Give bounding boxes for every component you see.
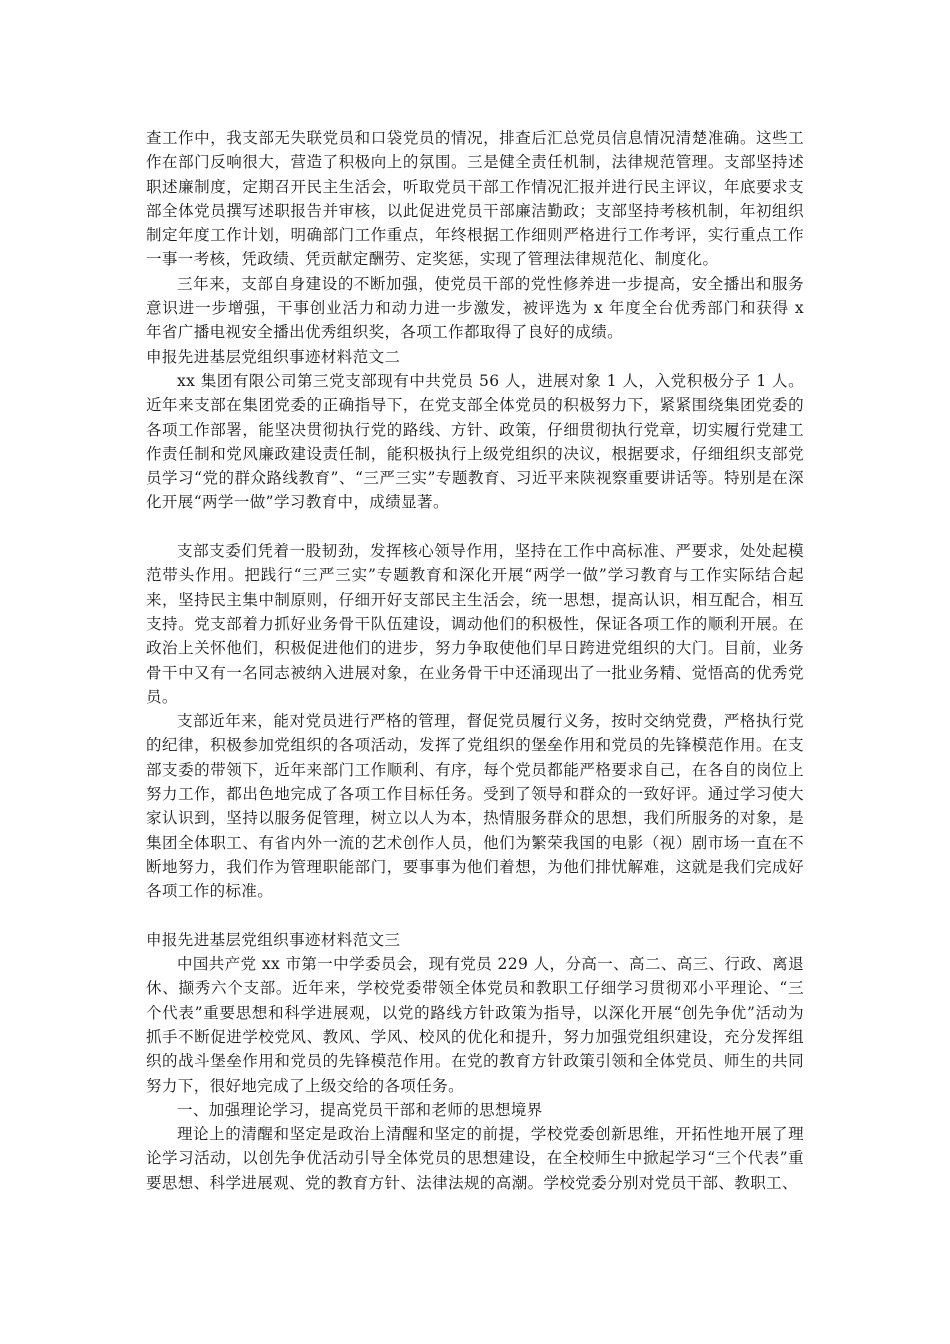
section-heading-three: 申报先进基层党组织事迹材料范文三 (146, 930, 401, 949)
paragraph-three-years: 三年来，支部自身建设的不断加强，使党员干部的党性修养进一步提高，安全播出和服务意识进一步增强，干事创业活力和动力进一步激发，被评选为 x 年度全台优秀部门和获得 x 年省广播电视安全播出优秀组织奖，各项工作都取得了良好的成绩。 (146, 274, 804, 342)
paragraph-continuation: 查工作中，我支部无失联党员和口袋党员的情况，排查后汇总党员信息情况清楚准确。这些工作在部门反响很大，营造了积极向上的氛围。三是健全责任机制，法律规范管理。支部坚持述职述廉制度，定期召开民主生活会，听取党员干部工作情况汇报并进行民主评议，年底要求支部全体党员撰写述职报告并审核，以此促进党员干部廉洁勤政；支部坚持考核机制，年初组织制定年度工作计划，明确部门工作重点，年终根据工作细则严格进行工作考评，实行重点工作一事一考核，凭政绩、凭贡献定酬劳、定奖惩，实现了管理法律规范化、制度化。 (146, 129, 804, 269)
subheading-theory-study: 一、加强理论学习，提高党员干部和老师的思想境界 (177, 1100, 543, 1119)
paragraph-branch-committee: 支部支委们凭着一股韧劲，发挥核心领导作用，坚持在工作中高标准、严要求，处处起模范带头作用。把践行“三严三实”专题教育和深化开展“两学一做”学习教育与工作实际结合起来，坚持民主集中制原则，仔细开好支部民主生活会，统一思想，提高认识，相互配合，相互支持。党支部着力抓好业务骨干队伍建设，调动他们的积极性，保证各项工作的顺利开展。在政治上关怀他们，积极促进他们的进步，努力争取使他们早日跨进党组织的大门。目前，业务骨干中又有一名同志被纳入进展对象，在业务骨干中还涌现出了一批业务精、觉悟高的优秀党员。 (146, 542, 804, 706)
blank-line (146, 515, 804, 539)
paragraph-group-intro: xx 集团有限公司第三党支部现有中共党员 56 人，进展对象 1 人，入党积极分子 1 人。近年来支部在集团党委的正确指导下，在党支部全体党员的积极努力下，紧紧围绕集团党委的各项工作部署，能坚决贯彻执行党的路线、方针、政策，仔细贯彻执行党章，切实履行党建工作责任制和党风廉政建设责任制，能积极执行上级党组织的决议，根据要求，仔细组织支部党员学习“党的群众路线教育”、“三严三实”专题教育、习近平来陕视察重要讲话等。特别是在深化开展“两学一做”学习教育中，成绩显著。 (146, 371, 804, 512)
paragraph-branch-management: 支部近年来，能对党员进行严格的管理，督促党员履行义务，按时交纳党费，严格执行党的纪律，积极参加党组织的各项活动，发挥了党组织的堡垒作用和党员的先锋模范作用。在支部支委的带领下，近年来部门工作顺利、有序，每个党员都能严格要求自己，在各自的岗位上努力工作，都出色地完成了各项工作目标任务。受到了领导和群众的一致好评。通过学习使大家认识到，坚持以服务促管理，树立以人为本，热情服务群众的思想，我们所服务的对象，是集团全体职工、有省内外一流的艺术创作人员，他们为繁荣我国的电影（视）剧市场一直在不断地努力，我们作为管理职能部门，要事事为他们着想，为他们排忧解难，这就是我们完成好各项工作的标准。 (146, 712, 804, 901)
section-heading-two: 申报先进基层党组织事迹材料范文二 (146, 347, 401, 366)
blank-line (146, 904, 804, 928)
document-page (146, 126, 804, 1195)
paragraph-school-intro: 中国共产党 xx 市第一中学委员会，现有党员 229 人，分高一、高二、高三、行政、离退休、撷秀六个支部。近年来，学校党委带领全体党员和教职工仔细学习贯彻邓小平理论、“三个代表”重要思想和科学进展观，以党的路线方针政策为指导，以深化开展“创先争优”活动为抓手不断促进学校党风、教风、学风、校风的优化和提升，努力加强党组织建设，充分发挥组织的战斗堡垒作用和党员的先锋模范作用。在党的教育方针政策引领和全体党员、师生的共同努力下，很好地完成了上级交给的各项任务。 (146, 955, 804, 1095)
paragraph-theory-study: 理论上的清醒和坚定是政治上清醒和坚定的前提，学校党委创新思维，开拓性地开展了理论学习活动，以创先争优活动引导全体党员的思想建设，在全校师生中掀起学习“三个代表”重要思想、科学进展观、党的教育方针、法律法规的高潮。学校党委分别对党员干部、教职工、 (146, 1125, 804, 1192)
